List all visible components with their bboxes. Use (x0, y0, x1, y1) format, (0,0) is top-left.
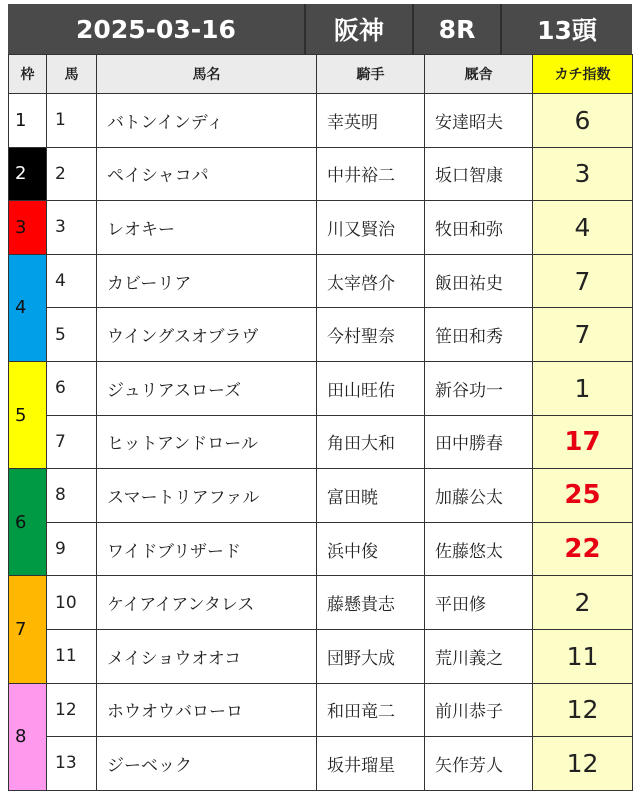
horse-number: 9 (47, 522, 97, 576)
kachi-index: 12 (533, 737, 633, 791)
horse-name: バトンインディ (97, 94, 317, 148)
race-header (8, 4, 632, 54)
horse-number: 8 (47, 469, 97, 523)
col-name-header: 馬名 (97, 55, 317, 94)
table-row (9, 254, 633, 308)
trainer-name: 新谷功一 (425, 361, 533, 415)
horse-number: 2 (47, 147, 97, 201)
runner-count: 13頭 (502, 4, 632, 54)
jockey-name: 幸英明 (317, 94, 425, 148)
table-row (9, 94, 633, 148)
kachi-index: 6 (533, 94, 633, 148)
trainer-name: 笹田和秀 (425, 308, 533, 362)
jockey-name: 藤懸貴志 (317, 576, 425, 630)
table-row (9, 469, 633, 523)
horse-number: 1 (47, 94, 97, 148)
horse-number: 13 (47, 737, 97, 791)
race-card (8, 4, 632, 791)
col-uma-header: 馬 (47, 55, 97, 94)
jockey-name: 浜中俊 (317, 522, 425, 576)
kachi-index: 7 (533, 254, 633, 308)
horse-name: ワイドブリザード (97, 522, 317, 576)
horse-name: スマートリアファル (97, 469, 317, 523)
table-row (9, 576, 633, 630)
horse-number: 4 (47, 254, 97, 308)
horse-number: 3 (47, 201, 97, 255)
horse-name: カビーリア (97, 254, 317, 308)
kachi-index: 12 (533, 683, 633, 737)
race-number: 8R (414, 4, 502, 54)
jockey-name: 今村聖奈 (317, 308, 425, 362)
horse-name: ケイアイアンタレス (97, 576, 317, 630)
trainer-name: 佐藤悠太 (425, 522, 533, 576)
horse-number: 6 (47, 361, 97, 415)
entry-table (8, 54, 633, 791)
jockey-name: 川又賢治 (317, 201, 425, 255)
col-waku-header: 枠 (9, 55, 47, 94)
waku-cell: 8 (9, 683, 47, 790)
horse-name: ヒットアンドロール (97, 415, 317, 469)
horse-number: 12 (47, 683, 97, 737)
trainer-name: 牧田和弥 (425, 201, 533, 255)
jockey-name: 中井裕二 (317, 147, 425, 201)
jockey-name: 和田竜二 (317, 683, 425, 737)
entry-rows (9, 94, 633, 791)
trainer-name: 飯田祐史 (425, 254, 533, 308)
kachi-index: 1 (533, 361, 633, 415)
table-row (9, 629, 633, 683)
horse-name: ジュリアスローズ (97, 361, 317, 415)
horse-number: 10 (47, 576, 97, 630)
horse-name: ペイシャコパ (97, 147, 317, 201)
jockey-name: 太宰啓介 (317, 254, 425, 308)
waku-cell: 4 (9, 254, 47, 361)
horse-number: 5 (47, 308, 97, 362)
table-row (9, 361, 633, 415)
horse-number: 7 (47, 415, 97, 469)
trainer-name: 前川恭子 (425, 683, 533, 737)
table-header-row (9, 55, 633, 94)
kachi-index: 17 (533, 415, 633, 469)
horse-name: レオキー (97, 201, 317, 255)
horse-name: ホウオウバローロ (97, 683, 317, 737)
horse-name: メイショウオオコ (97, 629, 317, 683)
race-venue: 阪神 (306, 4, 414, 54)
trainer-name: 安達昭夫 (425, 94, 533, 148)
kachi-index: 25 (533, 469, 633, 523)
waku-cell: 1 (9, 94, 47, 148)
race-date: 2025-03-16 (8, 4, 306, 54)
col-trainer-header: 厩舎 (425, 55, 533, 94)
table-row (9, 415, 633, 469)
waku-cell: 5 (9, 361, 47, 468)
waku-cell: 7 (9, 576, 47, 683)
horse-number: 11 (47, 629, 97, 683)
jockey-name: 角田大和 (317, 415, 425, 469)
jockey-name: 団野大成 (317, 629, 425, 683)
trainer-name: 平田修 (425, 576, 533, 630)
table-row (9, 737, 633, 791)
trainer-name: 矢作芳人 (425, 737, 533, 791)
col-jockey-header: 騎手 (317, 55, 425, 94)
horse-name: ウイングスオブラヴ (97, 308, 317, 362)
table-row (9, 147, 633, 201)
waku-cell: 3 (9, 201, 47, 255)
trainer-name: 坂口智康 (425, 147, 533, 201)
table-row (9, 308, 633, 362)
kachi-index: 3 (533, 147, 633, 201)
kachi-index: 11 (533, 629, 633, 683)
kachi-index: 22 (533, 522, 633, 576)
jockey-name: 坂井瑠星 (317, 737, 425, 791)
kachi-index: 2 (533, 576, 633, 630)
table-row (9, 522, 633, 576)
trainer-name: 加藤公太 (425, 469, 533, 523)
waku-cell: 6 (9, 469, 47, 576)
kachi-index: 4 (533, 201, 633, 255)
trainer-name: 田中勝春 (425, 415, 533, 469)
table-row (9, 683, 633, 737)
col-kachi-header: カチ指数 (533, 55, 633, 94)
horse-name: ジーベック (97, 737, 317, 791)
table-row (9, 201, 633, 255)
trainer-name: 荒川義之 (425, 629, 533, 683)
jockey-name: 田山旺佑 (317, 361, 425, 415)
waku-cell: 2 (9, 147, 47, 201)
kachi-index: 7 (533, 308, 633, 362)
jockey-name: 富田暁 (317, 469, 425, 523)
